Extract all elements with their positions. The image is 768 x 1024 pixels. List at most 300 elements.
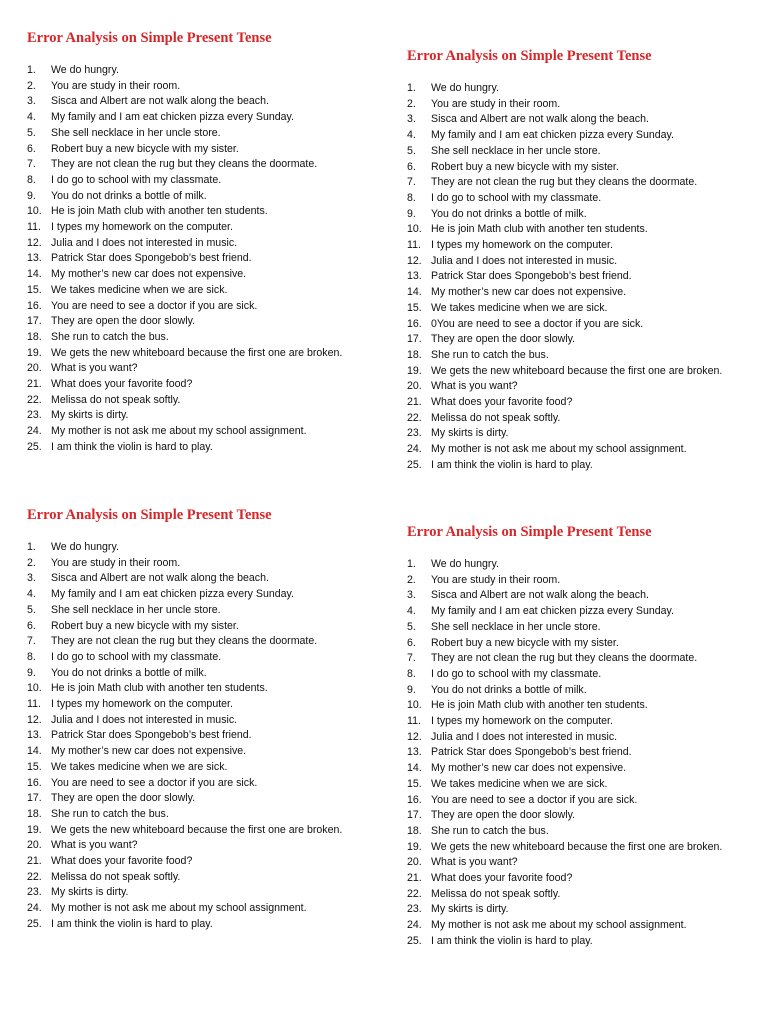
sentence-item [407, 855, 762, 871]
sentence-number: 18. [407, 824, 422, 837]
sentence-item [407, 573, 762, 589]
sentence-number: 5. [27, 126, 36, 139]
sentence-number: 13. [407, 746, 422, 759]
sentence-item [407, 745, 762, 761]
sentence-item [27, 126, 382, 142]
sentence-item [407, 620, 762, 636]
sentence-item [407, 222, 762, 238]
sentence-number: 16. [27, 299, 42, 312]
sentence-number: 12. [407, 730, 422, 743]
sentence-text: I do go to school with my classmate. [431, 667, 602, 680]
sentence-number: 22. [407, 887, 422, 900]
sentence-text: Julia and I does not interested in music. [51, 236, 238, 249]
sentence-number: 7. [27, 158, 36, 171]
sentence-item [407, 651, 762, 667]
sentence-item [27, 393, 382, 409]
sentence-number: 16. [27, 776, 42, 789]
sentence-number: 5. [27, 603, 36, 616]
sentence-text: We takes medicine when we are sick. [431, 301, 608, 314]
sentence-number: 16. [407, 793, 422, 806]
sentence-item [407, 348, 762, 364]
sentence-text: He is join Math club with another ten students. [431, 699, 648, 712]
sentence-number: 1. [27, 541, 36, 553]
sentence-number: 8. [407, 667, 416, 680]
sentence-number: 9. [27, 189, 36, 202]
sentence-number: 11. [27, 698, 41, 711]
sentence-number: 6. [27, 142, 36, 155]
sentence-item [27, 650, 382, 666]
sentence-number: 15. [407, 777, 422, 790]
sentence-text: She run to catch the bus. [51, 807, 169, 820]
sentence-number: 11. [27, 221, 41, 234]
sentence-item [407, 160, 762, 176]
sentence-item [407, 332, 762, 348]
sentence-text: What is you want? [51, 839, 138, 852]
sentence-item [27, 776, 382, 792]
sentence-text: What does your favorite food? [431, 872, 573, 885]
sentence-text: They are open the door slowly. [51, 792, 196, 805]
sentence-number: 20. [27, 362, 42, 375]
sentence-item [27, 189, 382, 205]
sentence-number: 13. [407, 270, 422, 283]
sentence-number: 13. [27, 729, 42, 742]
sentence-number: 5. [407, 620, 416, 633]
sentence-number: 23. [407, 903, 422, 916]
sentence-item [27, 917, 382, 933]
sentence-text: My mother is not ask me about my school assignment. [431, 919, 687, 932]
sentence-text: What is you want? [431, 380, 518, 393]
sentence-text: They are open the door slowly. [51, 315, 196, 328]
sentence-text: My mother is not ask me about my school assignment. [51, 902, 307, 915]
sentence-text: Melissa do not speak softly. [431, 411, 561, 424]
sentence-list [27, 540, 382, 933]
sentence-item [407, 301, 762, 317]
sentence-text: She sell necklace in her uncle store. [431, 620, 601, 633]
sentence-item [27, 251, 382, 267]
sentence-text: We gets the new whiteboard because the first one are broken. [431, 364, 723, 377]
quiz-top-right [407, 47, 762, 474]
sentence-item [407, 761, 762, 777]
sentence-item [407, 777, 762, 793]
sentence-item [407, 269, 762, 285]
sentence-number: 9. [27, 666, 36, 679]
sentence-number: 18. [407, 348, 422, 361]
sentence-text: I do go to school with my classmate. [51, 650, 222, 663]
sentence-text: My skirts is dirty. [51, 409, 129, 422]
sentence-item [27, 157, 382, 173]
sentence-text: He is join Math club with another ten students. [431, 223, 648, 236]
sentence-item [27, 854, 382, 870]
sentence-text: My family and I am eat chicken pizza every Sunday. [431, 129, 674, 142]
sentence-number: 16. [407, 317, 422, 330]
sentence-text: My mother is not ask me about my school assignment. [51, 425, 307, 438]
sentence-number: 4. [27, 111, 36, 124]
sentence-number: 6. [407, 636, 416, 649]
sentence-text: My mother is not ask me about my school assignment. [431, 443, 687, 456]
sentence-number: 25. [27, 440, 42, 453]
sentence-item [407, 207, 762, 223]
sentence-number: 21. [407, 396, 422, 409]
sentence-number: 20. [407, 380, 422, 393]
sentence-item [27, 299, 382, 315]
sentence-text: My mother’s new car does not expensive. [51, 745, 247, 758]
sentence-item [27, 424, 382, 440]
sentence-item [407, 793, 762, 809]
sentence-item [407, 411, 762, 427]
sentence-number: 19. [407, 364, 422, 377]
sentence-item [27, 713, 382, 729]
sentence-item [27, 791, 382, 807]
sentence-text: We do hungry. [51, 541, 119, 553]
sentence-text: You do not drinks a bottle of milk. [51, 189, 207, 202]
sentence-number: 10. [407, 699, 422, 712]
sentence-item [407, 667, 762, 683]
quiz-title: Error Analysis on Simple Present Tense [407, 48, 652, 64]
sentence-number: 7. [407, 652, 416, 665]
sentence-number: 20. [407, 856, 422, 869]
sentence-item [27, 267, 382, 283]
sentence-item [27, 408, 382, 424]
sentence-number: 2. [27, 556, 36, 569]
sentence-number: 21. [27, 855, 42, 868]
sentence-item [27, 744, 382, 760]
sentence-text: I am think the violin is hard to play. [51, 917, 213, 930]
sentence-number: 12. [27, 236, 42, 249]
sentence-text: What does your favorite food? [51, 378, 193, 391]
sentence-text: You are study in their room. [51, 79, 181, 92]
sentence-item [407, 442, 762, 458]
sentence-number: 3. [407, 113, 416, 126]
sentence-text: Julia and I does not interested in music. [51, 713, 238, 726]
sentence-item [407, 254, 762, 270]
sentence-item [407, 395, 762, 411]
sentence-text: Sisca and Albert are not walk along the beach. [431, 589, 649, 602]
sentence-text: I do go to school with my classmate. [51, 173, 222, 186]
sentence-number: 19. [27, 823, 42, 836]
sentence-number: 6. [407, 160, 416, 173]
sentence-text: I am think the violin is hard to play. [431, 934, 593, 947]
sentence-item [407, 238, 762, 254]
sentence-item [27, 220, 382, 236]
sentence-number: 22. [27, 393, 42, 406]
sentence-item [407, 81, 762, 97]
sentence-number: 12. [27, 713, 42, 726]
sentence-item [407, 112, 762, 128]
sentence-text: She run to catch the bus. [431, 348, 549, 361]
sentence-number: 15. [27, 283, 42, 296]
sentence-text: Julia and I does not interested in music. [431, 254, 618, 267]
sentence-item [27, 330, 382, 346]
sentence-item [27, 346, 382, 362]
sentence-text: 0You are need to see a doctor if you are sick. [431, 317, 644, 330]
sentence-item [27, 681, 382, 697]
sentence-text: She run to catch the bus. [51, 330, 169, 343]
sentence-item [407, 902, 762, 918]
sentence-text: She sell necklace in her uncle store. [51, 603, 221, 616]
sentence-text: She run to catch the bus. [431, 824, 549, 837]
quiz-bottom-right [407, 523, 762, 950]
sentence-text: My mother’s new car does not expensive. [431, 762, 627, 775]
sentence-item [27, 142, 382, 158]
sentence-item [407, 808, 762, 824]
sentence-number: 11. [407, 239, 421, 252]
sentence-text: I types my homework on the computer. [431, 239, 613, 252]
sentence-text: My family and I am eat chicken pizza every Sunday. [431, 605, 674, 618]
sentence-number: 8. [27, 650, 36, 663]
sentence-item [27, 283, 382, 299]
sentence-text: My skirts is dirty. [51, 886, 129, 899]
sentence-text: We do hungry. [51, 64, 119, 76]
sentence-text: You are need to see a doctor if you are sick. [431, 793, 638, 806]
sentence-text: They are not clean the rug but they cleans the doormate. [51, 158, 318, 171]
sentence-number: 13. [27, 252, 42, 265]
sentence-text: She sell necklace in her uncle store. [51, 126, 221, 139]
sentence-item [407, 458, 762, 474]
sentence-item [407, 636, 762, 652]
sentence-number: 14. [407, 286, 422, 299]
sentence-number: 9. [407, 683, 416, 696]
sentence-text: We gets the new whiteboard because the first one are broken. [51, 823, 343, 836]
sentence-text: Melissa do not speak softly. [51, 393, 181, 406]
sentence-text: You are study in their room. [431, 97, 561, 110]
sentence-item [27, 634, 382, 650]
sentence-number: 3. [407, 589, 416, 602]
sentence-item [27, 204, 382, 220]
sentence-number: 22. [407, 411, 422, 424]
sentence-text: We gets the new whiteboard because the first one are broken. [51, 346, 343, 359]
sentence-text: My skirts is dirty. [431, 903, 509, 916]
sentence-number: 15. [407, 301, 422, 314]
sentence-item [27, 823, 382, 839]
sentence-text: She sell necklace in her uncle store. [431, 144, 601, 157]
sentence-number: 14. [27, 268, 42, 281]
sentence-number: 25. [407, 458, 422, 471]
sentence-number: 4. [27, 588, 36, 601]
sentence-text: They are not clean the rug but they cleans the doormate. [431, 652, 698, 665]
sentence-number: 21. [27, 378, 42, 391]
sentence-text: I types my homework on the computer. [51, 221, 233, 234]
sentence-item [407, 285, 762, 301]
sentence-text: We do hungry. [431, 82, 499, 94]
sentence-item [407, 97, 762, 113]
sentence-item [407, 918, 762, 934]
sentence-item [27, 173, 382, 189]
sentence-text: Patrick Star does Spongebob’s best friend. [431, 270, 632, 283]
sentence-item [27, 697, 382, 713]
sentence-number: 23. [27, 886, 42, 899]
sentence-number: 2. [407, 97, 416, 110]
sentence-text: Julia and I does not interested in music. [431, 730, 618, 743]
sentence-item [27, 440, 382, 456]
sentence-item [27, 79, 382, 95]
sentence-number: 17. [407, 809, 422, 822]
sentence-number: 22. [27, 870, 42, 883]
sentence-number: 7. [407, 176, 416, 189]
sentence-number: 4. [407, 605, 416, 618]
sentence-text: What is you want? [431, 856, 518, 869]
sentence-text: Patrick Star does Spongebob’s best friend. [51, 252, 252, 265]
sentence-text: Sisca and Albert are not walk along the beach. [51, 95, 269, 108]
sentence-text: Sisca and Albert are not walk along the beach. [51, 572, 269, 585]
sentence-number: 12. [407, 254, 422, 267]
sentence-number: 1. [27, 64, 36, 76]
sentence-item [407, 683, 762, 699]
sentence-item [27, 807, 382, 823]
sentence-list [407, 557, 762, 950]
sentence-text: They are not clean the rug but they cleans the doormate. [431, 176, 698, 189]
sentence-text: Robert buy a new bicycle with my sister. [51, 619, 239, 632]
sentence-number: 19. [407, 840, 422, 853]
sentence-text: We takes medicine when we are sick. [431, 777, 608, 790]
sentence-text: My family and I am eat chicken pizza every Sunday. [51, 111, 294, 124]
sentence-number: 9. [407, 207, 416, 220]
sentence-text: They are open the door slowly. [431, 333, 576, 346]
sentence-text: Robert buy a new bicycle with my sister. [431, 160, 619, 173]
quiz-title: Error Analysis on Simple Present Tense [27, 507, 272, 523]
sentence-item [407, 379, 762, 395]
sentence-text: Melissa do not speak softly. [431, 887, 561, 900]
sentence-item [407, 588, 762, 604]
sentence-item [27, 587, 382, 603]
sentence-item [27, 760, 382, 776]
sentence-item [27, 901, 382, 917]
quiz-title: Error Analysis on Simple Present Tense [27, 30, 272, 46]
sentence-item [407, 934, 762, 950]
sentence-item [407, 175, 762, 191]
sentence-number: 10. [407, 223, 422, 236]
sentence-item [407, 840, 762, 856]
sentence-number: 11. [407, 715, 421, 728]
sentence-text: We takes medicine when we are sick. [51, 283, 228, 296]
sentence-number: 18. [27, 807, 42, 820]
sentence-list [407, 81, 762, 474]
sentence-text: They are not clean the rug but they cleans the doormate. [51, 635, 318, 648]
sentence-text: I types my homework on the computer. [51, 698, 233, 711]
sentence-number: 1. [407, 82, 416, 94]
sentence-text: Sisca and Albert are not walk along the beach. [431, 113, 649, 126]
sentence-number: 14. [27, 745, 42, 758]
sentence-text: Melissa do not speak softly. [51, 870, 181, 883]
sentence-text: Patrick Star does Spongebob’s best friend. [431, 746, 632, 759]
sentence-text: He is join Math club with another ten students. [51, 205, 268, 218]
sentence-number: 21. [407, 872, 422, 885]
sentence-text: You are need to see a doctor if you are sick. [51, 776, 258, 789]
sentence-item [407, 364, 762, 380]
sentence-number: 24. [27, 425, 42, 438]
sentence-list [27, 63, 382, 456]
sentence-number: 19. [27, 346, 42, 359]
quiz-title: Error Analysis on Simple Present Tense [407, 524, 652, 540]
sentence-item [27, 361, 382, 377]
sentence-text: Robert buy a new bicycle with my sister. [431, 636, 619, 649]
sentence-number: 5. [407, 144, 416, 157]
sentence-number: 23. [27, 409, 42, 422]
sentence-number: 3. [27, 95, 36, 108]
sentence-item [27, 63, 382, 79]
sentence-item [407, 887, 762, 903]
sentence-item [27, 603, 382, 619]
sentence-item [407, 871, 762, 887]
quiz-top-left [27, 29, 382, 456]
sentence-item [27, 666, 382, 682]
sentence-number: 6. [27, 619, 36, 632]
sentence-item [27, 314, 382, 330]
sentence-number: 2. [407, 573, 416, 586]
sentence-text: He is join Math club with another ten students. [51, 682, 268, 695]
sentence-item [407, 128, 762, 144]
sentence-number: 7. [27, 635, 36, 648]
sentence-number: 24. [27, 902, 42, 915]
sentence-number: 14. [407, 762, 422, 775]
sentence-item [407, 698, 762, 714]
sentence-item [407, 824, 762, 840]
sentence-item [407, 730, 762, 746]
sentence-text: We takes medicine when we are sick. [51, 760, 228, 773]
sentence-item [407, 557, 762, 573]
sentence-text: We do hungry. [431, 558, 499, 570]
sentence-text: You do not drinks a bottle of milk. [431, 207, 587, 220]
sentence-item [27, 540, 382, 556]
sentence-number: 15. [27, 760, 42, 773]
sentence-number: 8. [27, 173, 36, 186]
sentence-item [27, 870, 382, 886]
sentence-number: 20. [27, 839, 42, 852]
sentence-number: 8. [407, 191, 416, 204]
sentence-number: 2. [27, 79, 36, 92]
sentence-number: 17. [407, 333, 422, 346]
sentence-text: I do go to school with my classmate. [431, 191, 602, 204]
sentence-text: I am think the violin is hard to play. [51, 440, 213, 453]
sentence-text: What does your favorite food? [51, 855, 193, 868]
sentence-text: Patrick Star does Spongebob’s best friend. [51, 729, 252, 742]
sentence-item [407, 714, 762, 730]
sentence-number: 4. [407, 129, 416, 142]
sentence-text: My mother’s new car does not expensive. [431, 286, 627, 299]
sentence-text: What is you want? [51, 362, 138, 375]
sentence-text: My family and I am eat chicken pizza every Sunday. [51, 588, 294, 601]
sentence-item [407, 604, 762, 620]
sentence-item [407, 191, 762, 207]
sentence-text: We gets the new whiteboard because the first one are broken. [431, 840, 723, 853]
sentence-number: 17. [27, 792, 42, 805]
sentence-item [407, 144, 762, 160]
sentence-item [27, 885, 382, 901]
sentence-text: I am think the violin is hard to play. [431, 458, 593, 471]
sentence-text: What does your favorite food? [431, 396, 573, 409]
sentence-item [27, 571, 382, 587]
sentence-number: 23. [407, 427, 422, 440]
sentence-text: You do not drinks a bottle of milk. [51, 666, 207, 679]
sentence-number: 10. [27, 682, 42, 695]
sentence-text: My skirts is dirty. [431, 427, 509, 440]
sentence-number: 3. [27, 572, 36, 585]
sentence-number: 24. [407, 443, 422, 456]
sentence-text: They are open the door slowly. [431, 809, 576, 822]
sentence-item [27, 619, 382, 635]
sentence-item [27, 556, 382, 572]
sentence-text: You do not drinks a bottle of milk. [431, 683, 587, 696]
sentence-text: Robert buy a new bicycle with my sister. [51, 142, 239, 155]
sentence-text: I types my homework on the computer. [431, 715, 613, 728]
sentence-number: 1. [407, 558, 416, 570]
sentence-text: My mother’s new car does not expensive. [51, 268, 247, 281]
sentence-number: 10. [27, 205, 42, 218]
sentence-text: You are need to see a doctor if you are sick. [51, 299, 258, 312]
quiz-bottom-left [27, 506, 382, 933]
sentence-item [27, 94, 382, 110]
sentence-number: 25. [407, 934, 422, 947]
sentence-item [27, 377, 382, 393]
